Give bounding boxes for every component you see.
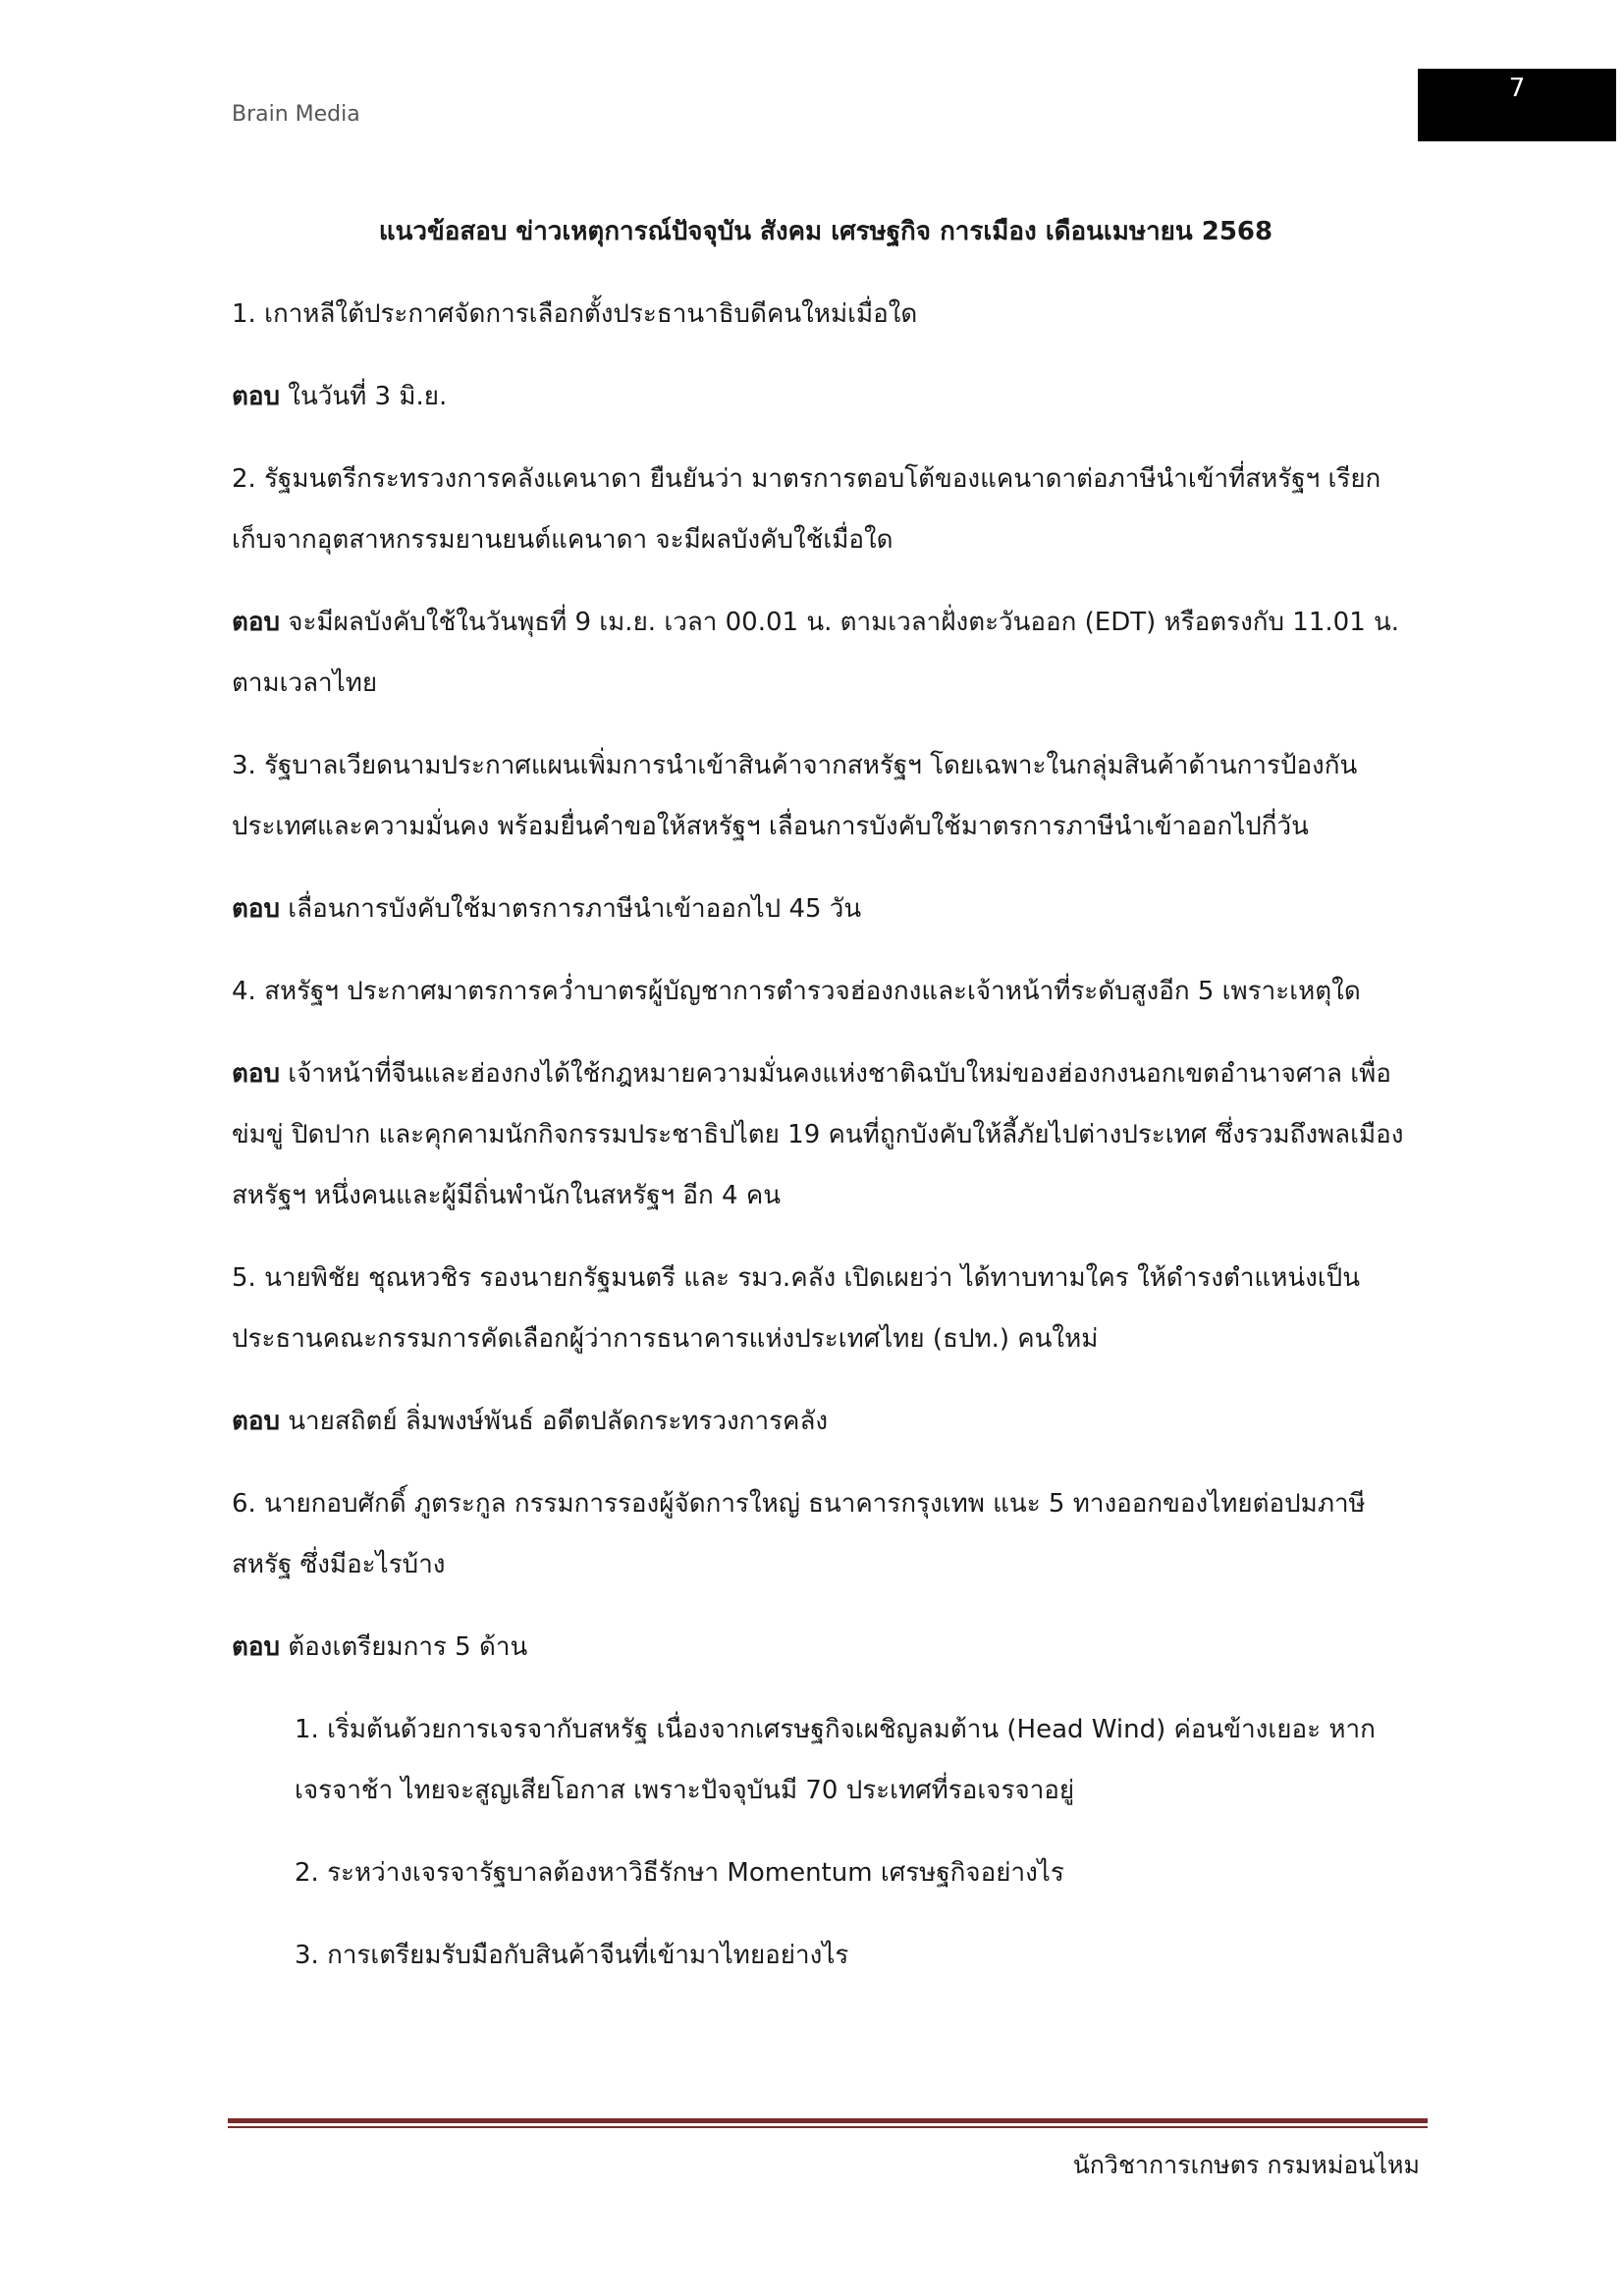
answer-text: จะมีผลบังคับใช้ในวันพุธที่ 9 เม.ย. เวลา 00.01 น. ตามเวลาฝั่งตะวันออก (EDT) หรือตรงกับ 11.01 น. ตามเวลาไทย: [232, 608, 1400, 698]
answer-text: ต้องเตรียมการ 5 ด้าน: [280, 1632, 528, 1662]
answer-4: [232, 1043, 1420, 1226]
sub-item-3: 3. การเตรียมรับมือกับสินค้าจีนที่เข้ามาไทยอย่างไร: [295, 1941, 849, 1970]
answer-label: ตอบ: [232, 1407, 281, 1436]
question-4: 4. สหรัฐฯ ประกาศมาตรการคว่ำบาตรผู้บัญชาการตำรวจฮ่องกงและเจ้าหน้าที่ระดับสูงอีก 5 เพราะเหตุใด: [232, 977, 1361, 1006]
answer-5: [232, 1391, 1420, 1452]
footer-divider-thin: [228, 2126, 1428, 2128]
question-2: 2. รัฐมนตรีกระทรวงการคลังแคนาดา ยืนยันว่า มาตรการตอบโต้ของแคนาดาต่อภาษีนำเข้าที่สหรัฐฯ เรียกเก็บจากอุตสาหกรรมยานยนต์แคนาดา จะมีผลบังคับใช้เมื่อใด: [232, 464, 1381, 555]
page-number: 7: [1508, 74, 1526, 103]
answer-label: ตอบ: [232, 382, 281, 411]
answer-label: ตอบ: [232, 1632, 281, 1662]
answer-2: [232, 592, 1420, 714]
footer-text: นักวิชาการเกษตร กรมหม่อนไหม: [1072, 2151, 1420, 2179]
question-6: 6. นายกอบศักดิ์ ภูตระกูล กรรมการรองผู้จัดการใหญ่ ธนาคารกรุงเทพ แนะ 5 ทางออกของไทยต่อปมภาษีสหรัฐ ซึ่งมีอะไรบ้าง: [232, 1489, 1366, 1579]
answer-label: ตอบ: [232, 1059, 281, 1089]
page-number-box: [1418, 69, 1616, 141]
question-5: 5. นายพิชัย ชุณหวชิร รองนายกรัฐมนตรี และ รมว.คลัง เปิดเผยว่า ได้ทาบทามใคร ให้ดำรงตำแหน่งเป็นประธานคณะกรรมการคัดเลือกผู้ว่าการธนาคารแห่งประเทศไทย (ธปท.) คนใหม่: [232, 1263, 1360, 1354]
answer-text: นายสถิตย์ ลิ่มพงษ์พันธ์ อดีตปลัดกระทรวงการคลัง: [280, 1407, 829, 1436]
answer-6: [232, 1617, 1420, 1678]
answer-label: ตอบ: [232, 608, 281, 637]
answer-text: เจ้าหน้าที่จีนและฮ่องกงได้ใช้กฎหมายความมั่นคงแห่งชาติฉบับใหม่ของฮ่องกงนอกเขตอำนาจศาล เพื่อข่มขู่ ปิดปาก และคุกคามนักกิจกรรมประชาธิปไตย 19 คนที่ถูกบังคับให้ลี้ภัยไปต่างประเทศ ซึ่งรวมถึงพลเมืองสหรัฐฯ หนึ่งคนและผู้มีถิ่นพำนักในสหรัฐฯ อีก 4 คน: [232, 1059, 1404, 1210]
sub-item-1: 1. เริ่มต้นด้วยการเจรจากับสหรัฐ เนื่องจากเศรษฐกิจเผชิญลมต้าน (Head Wind) ค่อนข้างเยอะ หากเจรจาช้า ไทยจะสูญเสียโอกาส เพราะปัจจุบันมี 70 ประเทศที่รอเจรจาอยู่: [295, 1715, 1376, 1805]
footer-divider: [228, 2118, 1428, 2123]
answer-1: [232, 366, 1420, 427]
document-title: แนวข้อสอบ ข่าวเหตุการณ์ปัจจุบัน สังคม เศรษฐกิจ การเมือง เดือนเมษายน 2568: [378, 217, 1273, 246]
answer-3: [232, 879, 1420, 939]
answer-label: ตอบ: [232, 894, 281, 924]
answer-text: ในวันที่ 3 มิ.ย.: [280, 382, 448, 411]
answer-text: เลื่อนการบังคับใช้มาตรการภาษีนำเข้าออกไป 45 วัน: [280, 894, 862, 924]
question-1: 1. เกาหลีใต้ประกาศจัดการเลือกตั้งประธานาธิบดีคนใหม่เมื่อใด: [232, 299, 918, 329]
document-body: [232, 201, 1420, 2007]
question-3: 3. รัฐบาลเวียดนามประกาศแผนเพิ่มการนำเข้าสินค้าจากสหรัฐฯ โดยเฉพาะในกลุ่มสินค้าด้านการป้องกันประเทศและความมั่นคง พร้อมยื่นคำขอให้สหรัฐฯ เลื่อนการบังคับใช้มาตรการภาษีนำเข้าออกไปกี่วัน: [232, 751, 1358, 841]
header-brand: Brain Media: [232, 102, 360, 127]
sub-item-2: 2. ระหว่างเจรจารัฐบาลต้องหาวิธีรักษา Momentum เศรษฐกิจอย่างไร: [295, 1858, 1064, 1888]
